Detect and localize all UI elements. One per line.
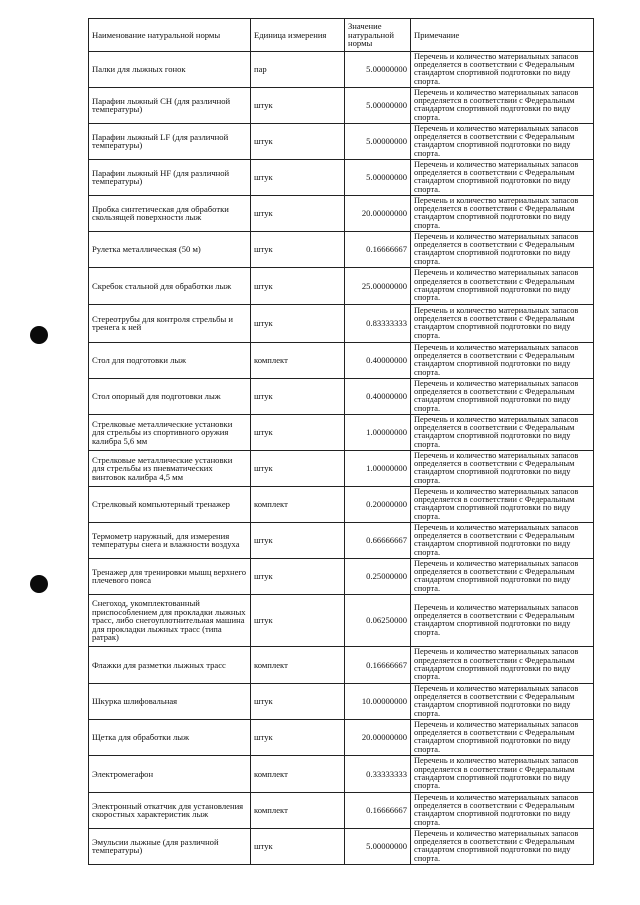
row-unit: штук: [251, 231, 345, 267]
table-row: [89, 683, 594, 719]
row-value: 0.40000000: [345, 342, 411, 378]
table-row: [89, 719, 594, 755]
row-name: Стол для подготовки лыж: [89, 342, 251, 378]
row-value: 5.00000000: [345, 123, 411, 159]
row-unit: штук: [251, 683, 345, 719]
row-name: Пробка синтетическая для обработки скользящей поверхности лыж: [89, 195, 251, 231]
row-value: 0.83333333: [345, 304, 411, 342]
table-row: [89, 378, 594, 414]
table-row: [89, 594, 594, 646]
row-name: Рулетка металлическая (50 м): [89, 231, 251, 267]
row-note: Перечень и количество материальных запасов определяется в соответствии с Федеральным стандартом спортивной подготовки по виду спорта.: [411, 342, 594, 378]
row-unit: штук: [251, 558, 345, 594]
row-value: 0.16666667: [345, 231, 411, 267]
row-name: Электронный откатчик для установления скоростных характеристик лыж: [89, 792, 251, 828]
row-value: 5.00000000: [345, 87, 411, 123]
row-value: 0.33333333: [345, 755, 411, 792]
row-unit: штук: [251, 719, 345, 755]
header-note: Примечание: [411, 19, 594, 52]
row-unit: комплект: [251, 792, 345, 828]
table-row: [89, 558, 594, 594]
row-note: Перечень и количество материальных запасов определяется в соответствии с Федеральным стандартом спортивной подготовки по виду спорта.: [411, 267, 594, 304]
row-note: Перечень и количество материальных запасов определяется в соответствии с Федеральным стандартом спортивной подготовки по виду спорта.: [411, 52, 594, 88]
row-unit: штук: [251, 123, 345, 159]
table-row: [89, 342, 594, 378]
row-note: Перечень и количество материальных запасов определяется в соответствии с Федеральным стандартом спортивной подготовки по виду спорта.: [411, 123, 594, 159]
row-name: Стрелковые металлические установки для стрельбы из спортивного оружия калибра 5,6 мм: [89, 414, 251, 450]
row-note: Перечень и количество материальных запасов определяется в соответствии с Федеральным стандартом спортивной подготовки по виду спорта.: [411, 486, 594, 522]
row-note: Перечень и количество материальных запасов определяется в соответствии с Федеральным стандартом спортивной подготовки по виду спорта.: [411, 828, 594, 864]
table-row: [89, 304, 594, 342]
row-note: Перечень и количество материальных запасов определяется в соответствии с Федеральным стандартом спортивной подготовки по виду спорта.: [411, 792, 594, 828]
row-name: Стрелковые металлические установки для стрельбы из пневматических винтовок калибра 4,5 мм: [89, 450, 251, 486]
table-row: [89, 792, 594, 828]
table-row: [89, 87, 594, 123]
row-name: Парафин лыжный CH (для различной температуры): [89, 87, 251, 123]
row-name: Парафин лыжный HF (для различной температуры): [89, 159, 251, 195]
table-row: [89, 522, 594, 558]
row-note: Перечень и количество материальных запасов определяется в соответствии с Федеральным стандартом спортивной подготовки по виду спорта.: [411, 378, 594, 414]
row-note: Перечень и количество материальных запасов определяется в соответствии с Федеральным стандартом спортивной подготовки по виду спорта.: [411, 558, 594, 594]
row-value: 0.66666667: [345, 522, 411, 558]
row-note: Перечень и количество материальных запасов определяется в соответствии с Федеральным стандартом спортивной подготовки по виду спорта.: [411, 522, 594, 558]
row-note: Перечень и количество материальных запасов определяется в соответствии с Федеральным стандартом спортивной подготовки по виду спорта.: [411, 755, 594, 792]
header-value: Значение натуральной нормы: [345, 19, 411, 52]
row-unit: комплект: [251, 755, 345, 792]
row-value: 0.40000000: [345, 378, 411, 414]
row-unit: штук: [251, 594, 345, 646]
row-note: Перечень и количество материальных запасов определяется в соответствии с Федеральным стандартом спортивной подготовки по виду спорта.: [411, 304, 594, 342]
table-row: [89, 646, 594, 683]
table-row: [89, 195, 594, 231]
row-name: Стол опорный для подготовки лыж: [89, 378, 251, 414]
row-name: Эмульсии лыжные (для различной температуры): [89, 828, 251, 864]
row-name: Стрелковый компьютерный тренажер: [89, 486, 251, 522]
row-note: Перечень и количество материальных запасов определяется в соответствии с Федеральным стандартом спортивной подготовки по виду спорта.: [411, 414, 594, 450]
norms-table: [88, 18, 594, 865]
row-value: 0.25000000: [345, 558, 411, 594]
row-unit: комплект: [251, 646, 345, 683]
row-value: 1.00000000: [345, 414, 411, 450]
row-name: Щетка для обработки лыж: [89, 719, 251, 755]
table-row: [89, 123, 594, 159]
row-name: Скребок стальной для обработки лыж: [89, 267, 251, 304]
header-name: Наименование натуральной нормы: [89, 19, 251, 52]
row-name: Термометр наружный, для измерения температуры снега и влажности воздуха: [89, 522, 251, 558]
row-note: Перечень и количество материальных запасов определяется в соответствии с Федеральным стандартом спортивной подготовки по виду спорта.: [411, 87, 594, 123]
row-value: 20.00000000: [345, 195, 411, 231]
table-header-row: [89, 19, 594, 52]
row-name: Парафин лыжный LF (для различной температуры): [89, 123, 251, 159]
row-unit: штук: [251, 304, 345, 342]
punch-hole-top: [30, 326, 48, 344]
row-unit: штук: [251, 159, 345, 195]
row-name: Стереотрубы для контроля стрельбы и тренега к ней: [89, 304, 251, 342]
row-value: 1.00000000: [345, 450, 411, 486]
row-unit: комплект: [251, 486, 345, 522]
row-name: Тренажер для тренировки мышц верхнего плечевого пояса: [89, 558, 251, 594]
row-unit: штук: [251, 828, 345, 864]
row-unit: комплект: [251, 342, 345, 378]
row-value: 5.00000000: [345, 828, 411, 864]
row-note: Перечень и количество материальных запасов определяется в соответствии с Федеральным стандартом спортивной подготовки по виду спорта.: [411, 450, 594, 486]
row-note: Перечень и количество материальных запасов определяется в соответствии с Федеральным стандартом спортивной подготовки по виду спорта.: [411, 683, 594, 719]
table-row: [89, 828, 594, 864]
table-row: [89, 450, 594, 486]
row-name: Снегоход, укомплектованный приспособлением для прокладки лыжных трасс, либо снегоуплотнительная машина для прокладки лыжных трасс (типа ратрак): [89, 594, 251, 646]
punch-hole-bottom: [30, 575, 48, 593]
header-unit: Единица измерения: [251, 19, 345, 52]
table-row: [89, 159, 594, 195]
row-name: Палки для лыжных гонок: [89, 52, 251, 88]
table-row: [89, 267, 594, 304]
table-row: [89, 231, 594, 267]
row-name: Флажки для разметки лыжных трасс: [89, 646, 251, 683]
row-value: 10.00000000: [345, 683, 411, 719]
row-value: 20.00000000: [345, 719, 411, 755]
row-note: Перечень и количество материальных запасов определяется в соответствии с Федеральным стандартом спортивной подготовки по виду спорта.: [411, 646, 594, 683]
row-note: Перечень и количество материальных запасов определяется в соответствии с Федеральным стандартом спортивной подготовки по виду спорта.: [411, 594, 594, 646]
row-unit: штук: [251, 522, 345, 558]
row-value: 5.00000000: [345, 159, 411, 195]
table-row: [89, 52, 594, 88]
row-note: Перечень и количество материальных запасов определяется в соответствии с Федеральным стандартом спортивной подготовки по виду спорта.: [411, 231, 594, 267]
row-name: Электромегафон: [89, 755, 251, 792]
row-value: 0.16666667: [345, 792, 411, 828]
row-value: 0.16666667: [345, 646, 411, 683]
row-unit: пар: [251, 52, 345, 88]
row-unit: штук: [251, 414, 345, 450]
row-unit: штук: [251, 267, 345, 304]
row-unit: штук: [251, 450, 345, 486]
row-name: Шкурка шлифовальная: [89, 683, 251, 719]
table-row: [89, 414, 594, 450]
row-value: 0.06250000: [345, 594, 411, 646]
row-unit: штук: [251, 378, 345, 414]
table-row: [89, 755, 594, 792]
row-value: 5.00000000: [345, 52, 411, 88]
row-unit: штук: [251, 195, 345, 231]
row-unit: штук: [251, 87, 345, 123]
row-value: 0.20000000: [345, 486, 411, 522]
row-value: 25.00000000: [345, 267, 411, 304]
row-note: Перечень и количество материальных запасов определяется в соответствии с Федеральным стандартом спортивной подготовки по виду спорта.: [411, 195, 594, 231]
row-note: Перечень и количество материальных запасов определяется в соответствии с Федеральным стандартом спортивной подготовки по виду спорта.: [411, 719, 594, 755]
row-note: Перечень и количество материальных запасов определяется в соответствии с Федеральным стандартом спортивной подготовки по виду спорта.: [411, 159, 594, 195]
table-row: [89, 486, 594, 522]
